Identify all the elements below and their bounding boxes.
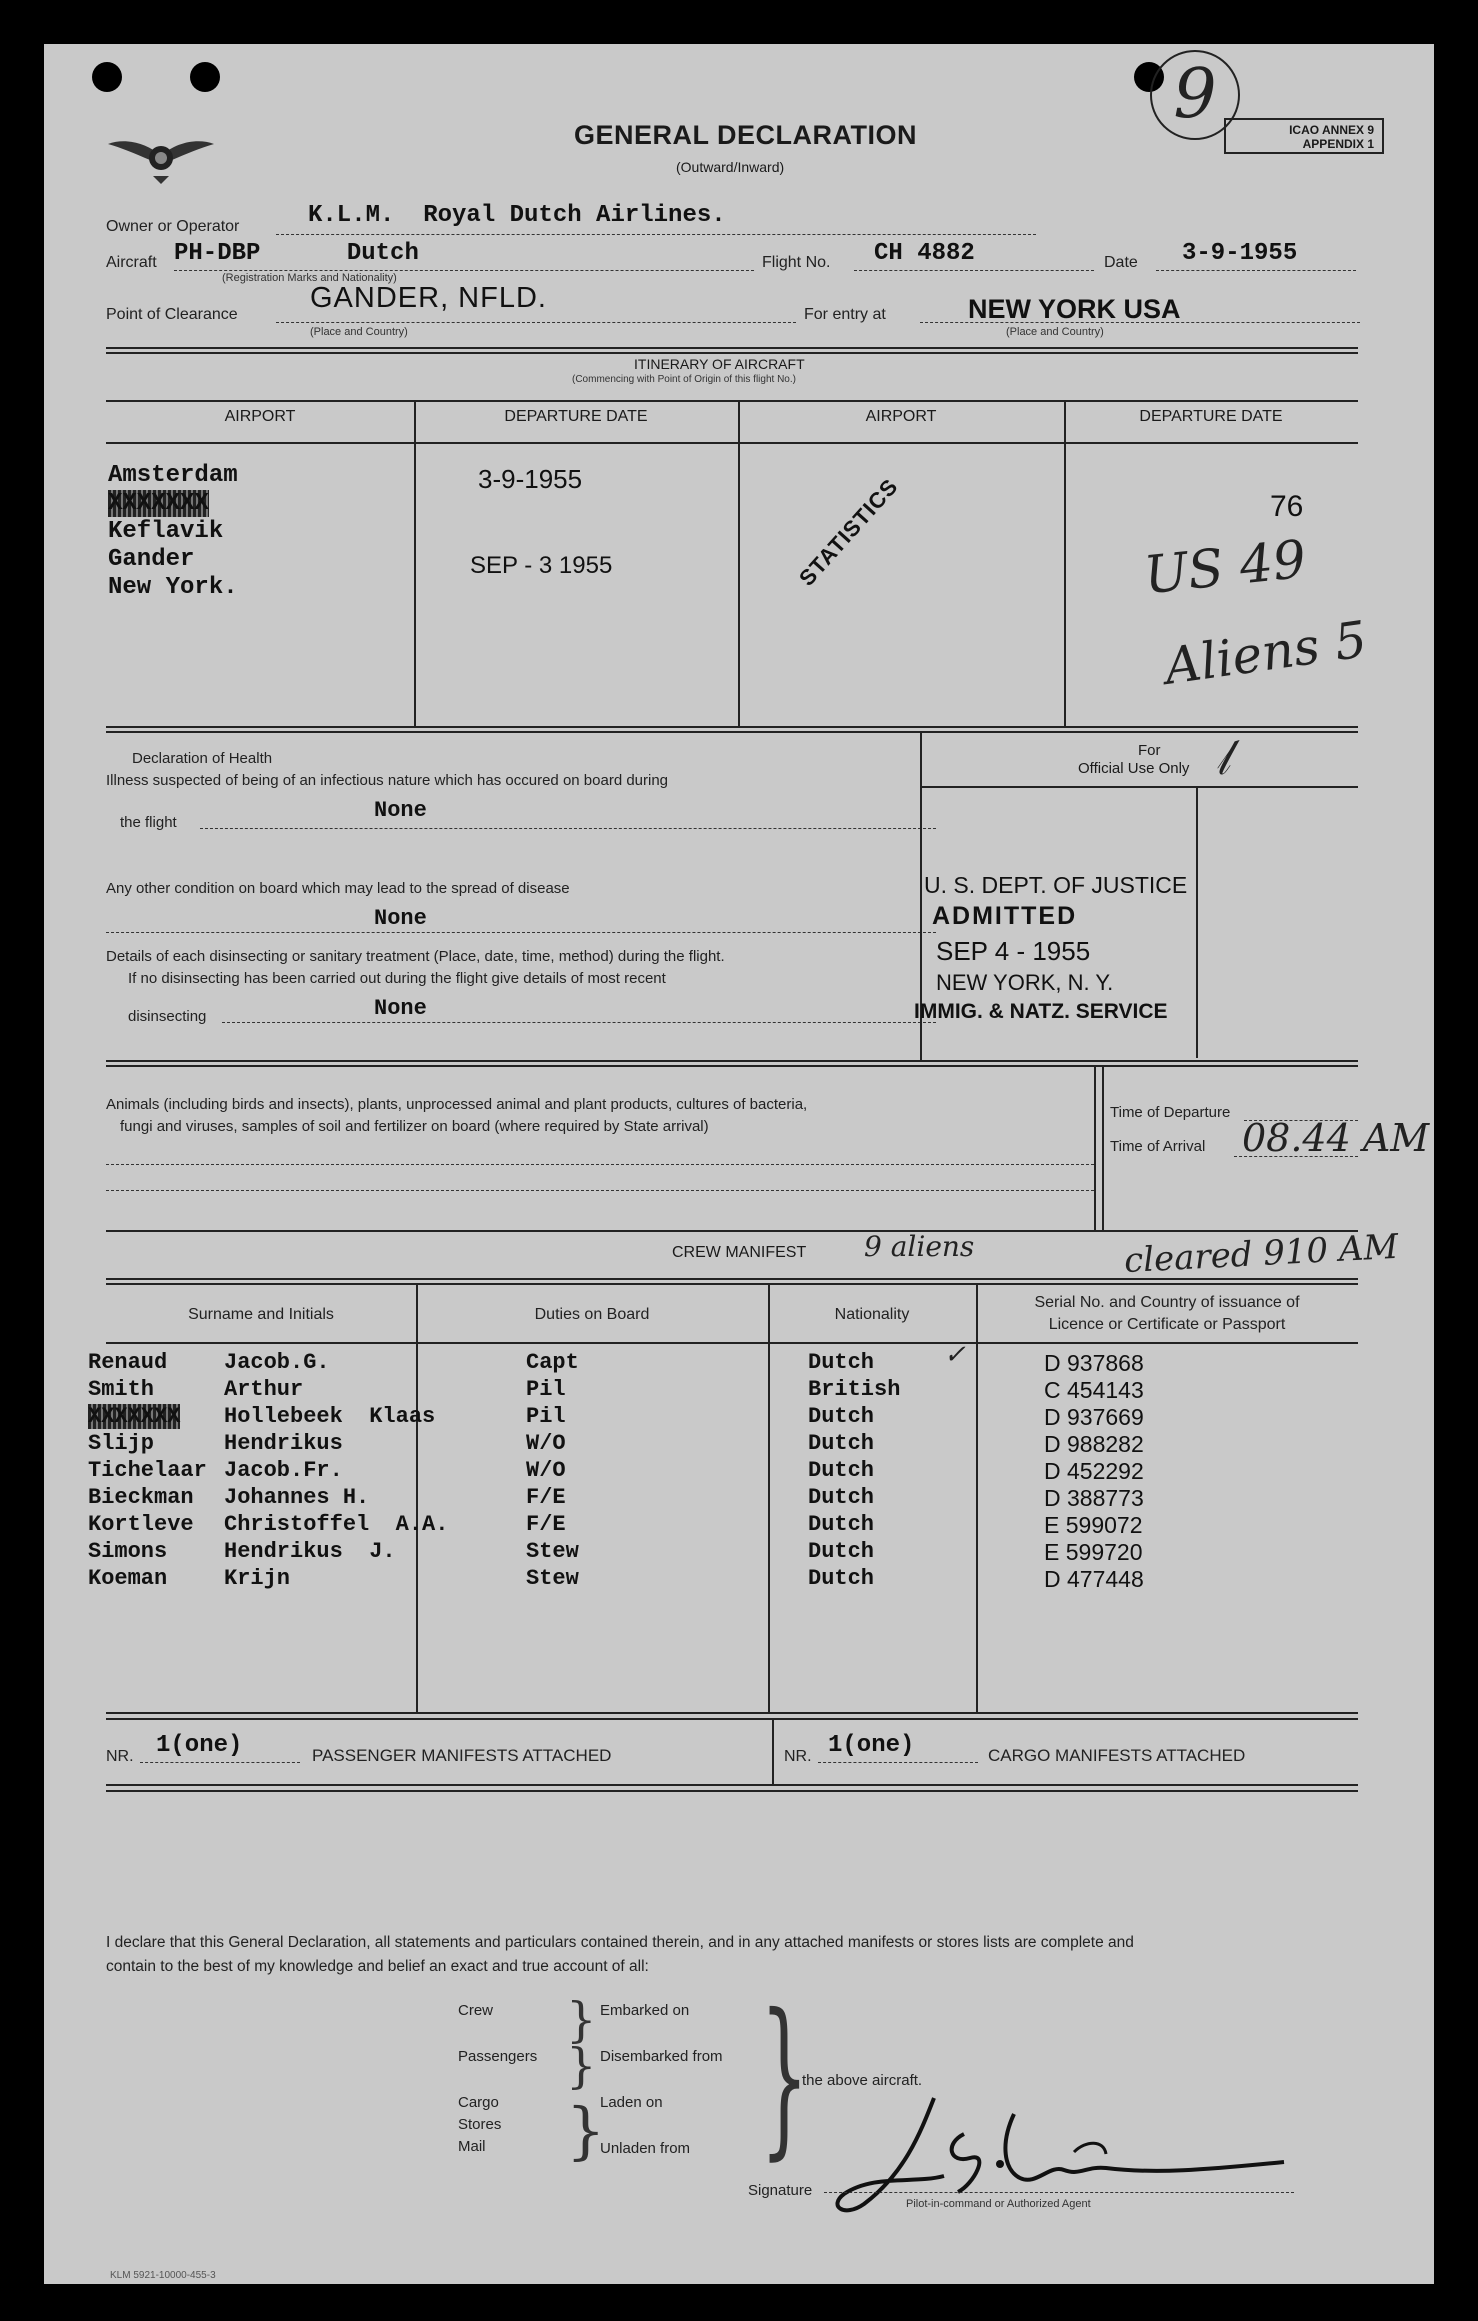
aircraft-sub-label: (Registration Marks and Nationality) (222, 272, 397, 284)
brace-left-1: } (566, 1992, 597, 2048)
page-number-mark: 9 (1150, 50, 1240, 140)
entry-value: NEW YORK USA (968, 294, 1181, 324)
itinerary-header-airport-2: AIRPORT (865, 408, 937, 425)
health-answer-1: None (374, 798, 427, 823)
annex-line-1: ICAO ANNEX 9 (1289, 123, 1374, 137)
cargo-manifest-nr-label: NR. (784, 1748, 812, 1765)
crew-duty: F/E (526, 1485, 566, 1510)
declaration-aircraft-text: the above aircraft. (802, 2072, 923, 2089)
itinerary-title: ITINERARY OF AIRCRAFT (634, 356, 805, 372)
crew-given-names: Hendrikus J. (224, 1539, 396, 1564)
itinerary-header-airport-1: AIRPORT (224, 408, 296, 425)
cargo-manifest-label: CARGO MANIFESTS ATTACHED (988, 1746, 1246, 1765)
annex-line-2: APPENDIX 1 (1302, 137, 1374, 151)
declaration-item-cargo: Cargo (458, 2094, 499, 2111)
crew-header-serial-line-1: Serial No. and Country of issuance of (1034, 1294, 1300, 1311)
stamp-line-dept: U. S. DEPT. OF JUSTICE (924, 872, 1188, 898)
itinerary-airport-2: Keflavik (108, 518, 224, 545)
stamp-line-service: IMMIG. & NATZ. SERVICE (914, 1000, 1168, 1023)
brace-left-3: } (566, 2094, 606, 2167)
crew-surname: Smith (88, 1377, 155, 1402)
brace-right: } (760, 1978, 809, 2176)
general-declaration-form (44, 44, 1434, 2284)
nationality-check-mark: ✓ (944, 1340, 966, 1370)
crew-header-nationality: Nationality (834, 1306, 910, 1323)
itinerary-header-date-1: DEPARTURE DATE (504, 408, 648, 425)
passenger-manifest-nr-label: NR. (106, 1748, 134, 1765)
itinerary-departure-date-stamp: SEP - 3 1955 (470, 552, 613, 579)
crew-nationality: Dutch (808, 1485, 875, 1510)
itinerary-departure-date-1: 3-9-1955 (478, 464, 583, 494)
brace-left-2: } (566, 2038, 597, 2094)
crew-surname: Renaud (88, 1350, 168, 1375)
form-title: GENERAL DECLARATION (574, 120, 918, 150)
health-answer-2: None (374, 906, 427, 931)
operator-value: K.L.M. Royal Dutch Airlines. (308, 202, 726, 229)
time-of-departure-label: Time of Departure (1110, 1104, 1231, 1121)
animals-declaration-line-2: fungi and viruses, samples of soil and fertilizer on board (where required by State arrival) (120, 1118, 709, 1135)
crew-given-names: Jacob.Fr. (224, 1458, 343, 1483)
official-initials: 𝓁 (1208, 733, 1234, 786)
time-of-arrival-value: 08.44 AM (1242, 1116, 1430, 1160)
crew-surname: XXXXXXX (88, 1404, 181, 1429)
health-title: Declaration of Health (132, 750, 273, 767)
crew-surname: Bieckman (88, 1485, 194, 1510)
entry-sub-label: (Place and Country) (1006, 326, 1104, 338)
crew-nationality: Dutch (808, 1566, 875, 1591)
crew-given-names: Johannes H. (224, 1485, 370, 1510)
crew-duty: W/O (526, 1431, 566, 1456)
declaration-item-mail: Mail (458, 2138, 486, 2155)
crew-nationality: Dutch (808, 1458, 875, 1483)
crew-duty: Stew (526, 1566, 579, 1591)
health-question-3-line-2: If no disinsecting has been carried out during the flight give details of most recent (128, 970, 666, 987)
clearance-sub-label: (Place and Country) (310, 326, 408, 338)
date-value: 3-9-1955 (1182, 240, 1298, 267)
aircraft-value: PH-DBP Dutch (174, 240, 419, 267)
declaration-disembarked: Disembarked from (600, 2048, 723, 2065)
crew-serial-number: C 454143 (1044, 1377, 1144, 1403)
time-of-arrival-label: Time of Arrival (1110, 1138, 1206, 1155)
crew-header-duties: Duties on Board (534, 1306, 650, 1323)
declaration-unladen: Unladen from (600, 2140, 691, 2157)
crew-nationality: Dutch (808, 1539, 875, 1564)
crew-serial-number: D 452292 (1044, 1458, 1144, 1484)
crew-given-names: Hollebeek Klaas (224, 1404, 436, 1429)
crew-header-serial-line-2: Licence or Certificate or Passport (1048, 1316, 1286, 1333)
crew-duty: W/O (526, 1458, 566, 1483)
crew-duty: F/E (526, 1512, 566, 1537)
health-answer-3: None (374, 996, 427, 1021)
handwritten-us-count: US 49 (1141, 529, 1309, 607)
crew-given-names: Arthur (224, 1377, 304, 1402)
klm-wings-logo-icon (106, 126, 216, 186)
crew-given-names: Krijn (224, 1566, 291, 1591)
official-use-label-line-2: Official Use Only (1078, 760, 1190, 777)
crew-duty: Capt (526, 1350, 579, 1375)
health-question-1-line-2: the flight (120, 814, 177, 831)
crew-duty: Pil (526, 1377, 566, 1402)
passenger-manifest-label: PASSENGER MANIFESTS ATTACHED (312, 1746, 612, 1765)
passenger-manifest-count: 1(one) (156, 1732, 243, 1759)
immigration-stamp (914, 788, 1198, 1058)
crew-given-names: Christoffel A.A. (224, 1512, 449, 1537)
crew-serial-number: E 599720 (1044, 1539, 1143, 1565)
entry-label: For entry at (804, 306, 886, 323)
itinerary-subtitle: (Commencing with Point of Origin of this flight No.) (572, 374, 796, 385)
date-label: Date (1104, 254, 1138, 271)
crew-serial-number: D 988282 (1044, 1431, 1144, 1457)
crew-nationality: British (808, 1377, 901, 1402)
crew-surname: Tichelaar (88, 1458, 207, 1483)
signature-sub-label: Pilot-in-command or Authorized Agent (906, 2198, 1091, 2210)
declaration-text-line-2: contain to the best of my knowledge and belief an exact and true account of all: (106, 1958, 649, 1975)
crew-surname: Simons (88, 1539, 168, 1564)
declaration-laden: Laden on (600, 2094, 663, 2111)
declaration-embarked: Embarked on (600, 2002, 690, 2019)
itinerary-airport-4: New York. (108, 574, 238, 601)
flight-number-label: Flight No. (762, 254, 831, 271)
crew-surname: Kortleve (88, 1512, 194, 1537)
punch-hole-middle (190, 62, 220, 92)
crew-given-names: Hendrikus (224, 1431, 343, 1456)
declaration-item-stores: Stores (458, 2116, 502, 2133)
crew-duty: Pil (526, 1404, 566, 1429)
health-question-1-line-1: Illness suspected of being of an infectious nature which has occured on board during (106, 772, 669, 789)
crew-serial-number: D 388773 (1044, 1485, 1144, 1511)
crew-nationality: Dutch (808, 1431, 875, 1456)
health-question-2: Any other condition on board which may lead to the spread of disease (106, 880, 570, 897)
crew-serial-number: E 599072 (1044, 1512, 1143, 1538)
stamp-line-date: SEP 4 - 1955 (936, 936, 1091, 966)
cargo-manifest-count: 1(one) (828, 1732, 915, 1759)
flight-number-value: CH 4882 (874, 240, 975, 267)
operator-label: Owner or Operator (106, 218, 240, 235)
crew-cleared-note: cleared 910 AM (1123, 1226, 1400, 1282)
stamp-line-city: NEW YORK, N. Y. (936, 970, 1114, 995)
clearance-value: GANDER, NFLD. (310, 282, 547, 314)
crew-serial-number: D 477448 (1044, 1566, 1144, 1592)
crew-given-names: Jacob.G. (224, 1350, 330, 1375)
stamp-line-admitted: ADMITTED (932, 902, 1078, 930)
crew-duty: Stew (526, 1539, 579, 1564)
clearance-label: Point of Clearance (106, 306, 238, 323)
itinerary-header-date-2: DEPARTURE DATE (1139, 408, 1283, 425)
crew-manifest-title: CREW MANIFEST (672, 1244, 807, 1261)
official-note-number: 76 (1270, 490, 1304, 523)
health-question-3-line-3: disinsecting (128, 1008, 207, 1025)
crew-header-surname: Surname and Initials (188, 1306, 334, 1323)
health-question-3-line-1: Details of each disinsecting or sanitary treatment (Place, date, time, method) during the flight. (106, 948, 725, 965)
form-code: KLM 5921-10000-455-3 (110, 2270, 216, 2281)
official-use-label-line-1: For (1138, 742, 1161, 759)
form-subtitle: (Outward/Inward) (676, 159, 785, 175)
declaration-item-crew: Crew (458, 2002, 494, 2019)
annex-box (1224, 118, 1384, 154)
crew-aliens-note: 9 aliens (864, 1230, 975, 1263)
animals-declaration-line-1: Animals (including birds and insects), plants, unprocessed animal and plant products, cultures of bacteria, (106, 1096, 808, 1113)
crew-surname: Koeman (88, 1566, 168, 1591)
crew-nationality: Dutch (808, 1350, 875, 1375)
handwritten-aliens-count: Aliens 5 (1160, 610, 1371, 696)
crew-nationality: Dutch (808, 1404, 875, 1429)
itinerary-airport-1: Amsterdam (108, 462, 238, 489)
crew-nationality: Dutch (808, 1512, 875, 1537)
crew-serial-number: D 937669 (1044, 1404, 1144, 1430)
crew-serial-number: D 937868 (1044, 1350, 1144, 1376)
itinerary-airport-3: Gander (108, 546, 195, 573)
crew-surname: Slijp (88, 1431, 155, 1456)
declaration-text-line-1: I declare that this General Declaration, all statements and particulars contained therein, and in any attached manifests or stores lists are complete and (106, 1934, 1134, 1951)
signature-label: Signature (748, 2182, 813, 2199)
aircraft-label: Aircraft (106, 254, 157, 271)
declaration-item-passengers: Passengers (458, 2048, 538, 2065)
itinerary-airport-crossed: XXXXXXX (108, 490, 209, 517)
statistics-stamp: STATISTICS (794, 473, 903, 591)
punch-hole-left (92, 62, 122, 92)
